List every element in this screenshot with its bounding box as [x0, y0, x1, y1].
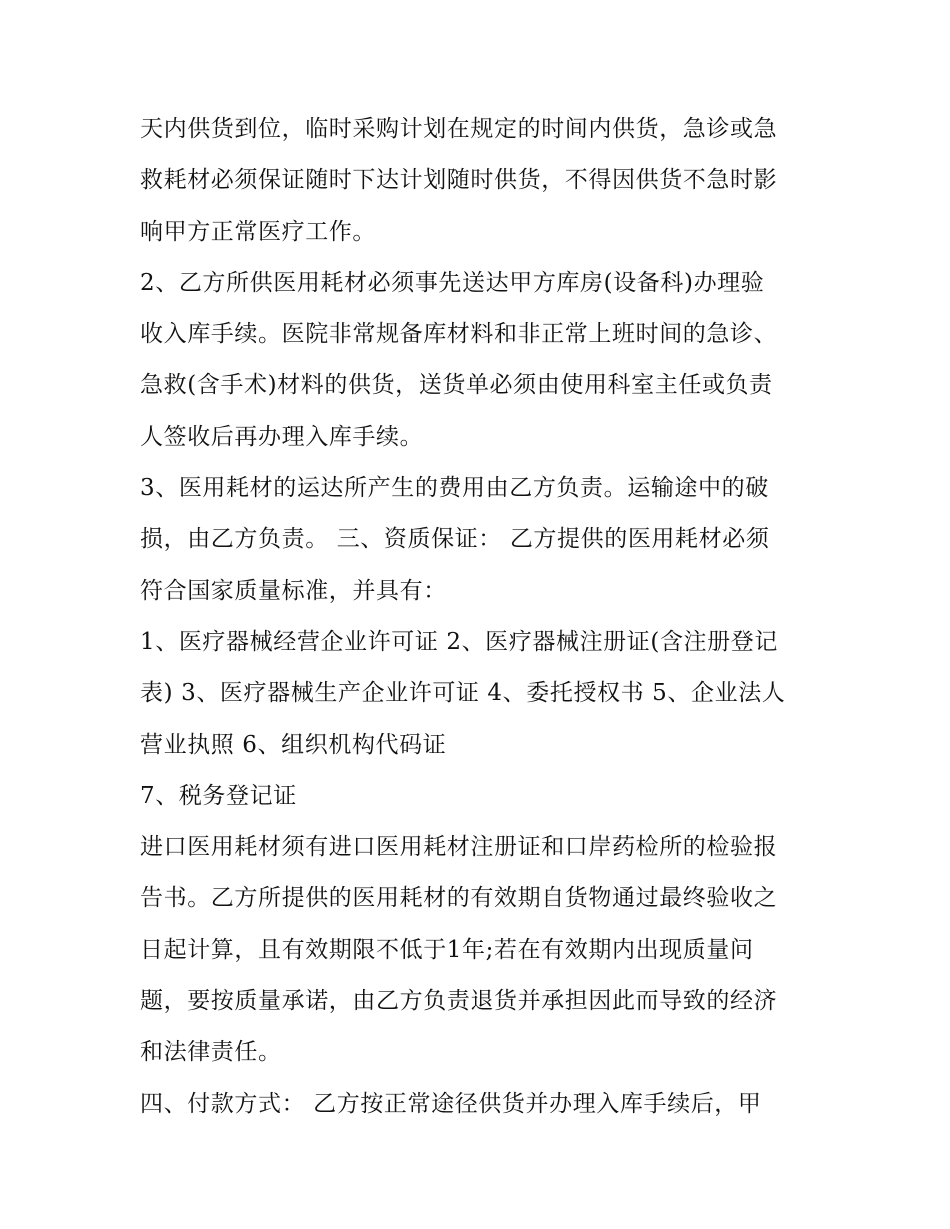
- text-line: 符合国家质量标准，并具有：: [140, 577, 447, 604]
- paragraph-section-4-payment: [140, 1079, 820, 1130]
- text-line: 损，由乙方负责。 三、资质保证： 乙方提供的医用耗材必须: [140, 526, 770, 553]
- text-line: 告书。乙方所提供的医用耗材的有效期自货物通过最终验收之: [140, 885, 778, 912]
- text-line: 收入库手续。医院非常规备库材料和非正常上班时间的急诊、: [140, 321, 778, 348]
- paragraph-item-7-tax: [140, 771, 820, 822]
- paragraph-item-2-warehouse: [140, 258, 820, 463]
- paragraph-imported-consumables: [140, 822, 820, 1078]
- text-line: 人签收后再办理入库手续。: [140, 423, 424, 450]
- paragraph-delivery-terms: [140, 104, 820, 258]
- text-line: 响甲方正常医疗工作。: [140, 218, 376, 245]
- text-line: 和法律责任。: [140, 1039, 282, 1066]
- paragraph-item-3-transport: [140, 463, 820, 617]
- text-line: 天内供货到位，临时采购计划在规定的时间内供货，急诊或急: [140, 116, 778, 142]
- text-line: 3、医用耗材的运达所产生的费用由乙方负责。运输途中的破: [140, 475, 769, 502]
- text-line: 题，要按质量承诺，由乙方负责退货并承担因此而导致的经济: [140, 988, 778, 1015]
- text-line: 急救(含手术)材料的供货，送货单必须由使用科室主任或负责: [140, 372, 773, 399]
- text-line: 7、税务登记证: [140, 782, 297, 809]
- text-line: 日起计算，且有效期限不低于1年;若在有效期内出现质量问: [140, 936, 754, 963]
- text-line: 救耗材必须保证随时下达计划随时供货，不得因供货不急时影: [140, 167, 778, 194]
- text-line: 进口医用耗材须有进口医用耗材注册证和口岸药检所的检验报: [140, 834, 778, 861]
- text-line: 2、乙方所供医用耗材必须事先送达甲方库房(设备科)办理验: [140, 269, 765, 296]
- text-line: 营业执照 6、组织机构代码证: [140, 731, 447, 758]
- text-line: 表) 3、医疗器械生产企业许可证 4、委托授权书 5、企业法人: [140, 680, 786, 707]
- text-line: 1、医疗器械经营企业许可证 2、医疗器械注册证(含注册登记: [140, 628, 778, 655]
- document-body: [140, 104, 820, 1130]
- paragraph-licenses-list: [140, 617, 820, 771]
- text-line: 四、付款方式： 乙方按正常途径供货并办理入库手续后，甲: [140, 1090, 762, 1117]
